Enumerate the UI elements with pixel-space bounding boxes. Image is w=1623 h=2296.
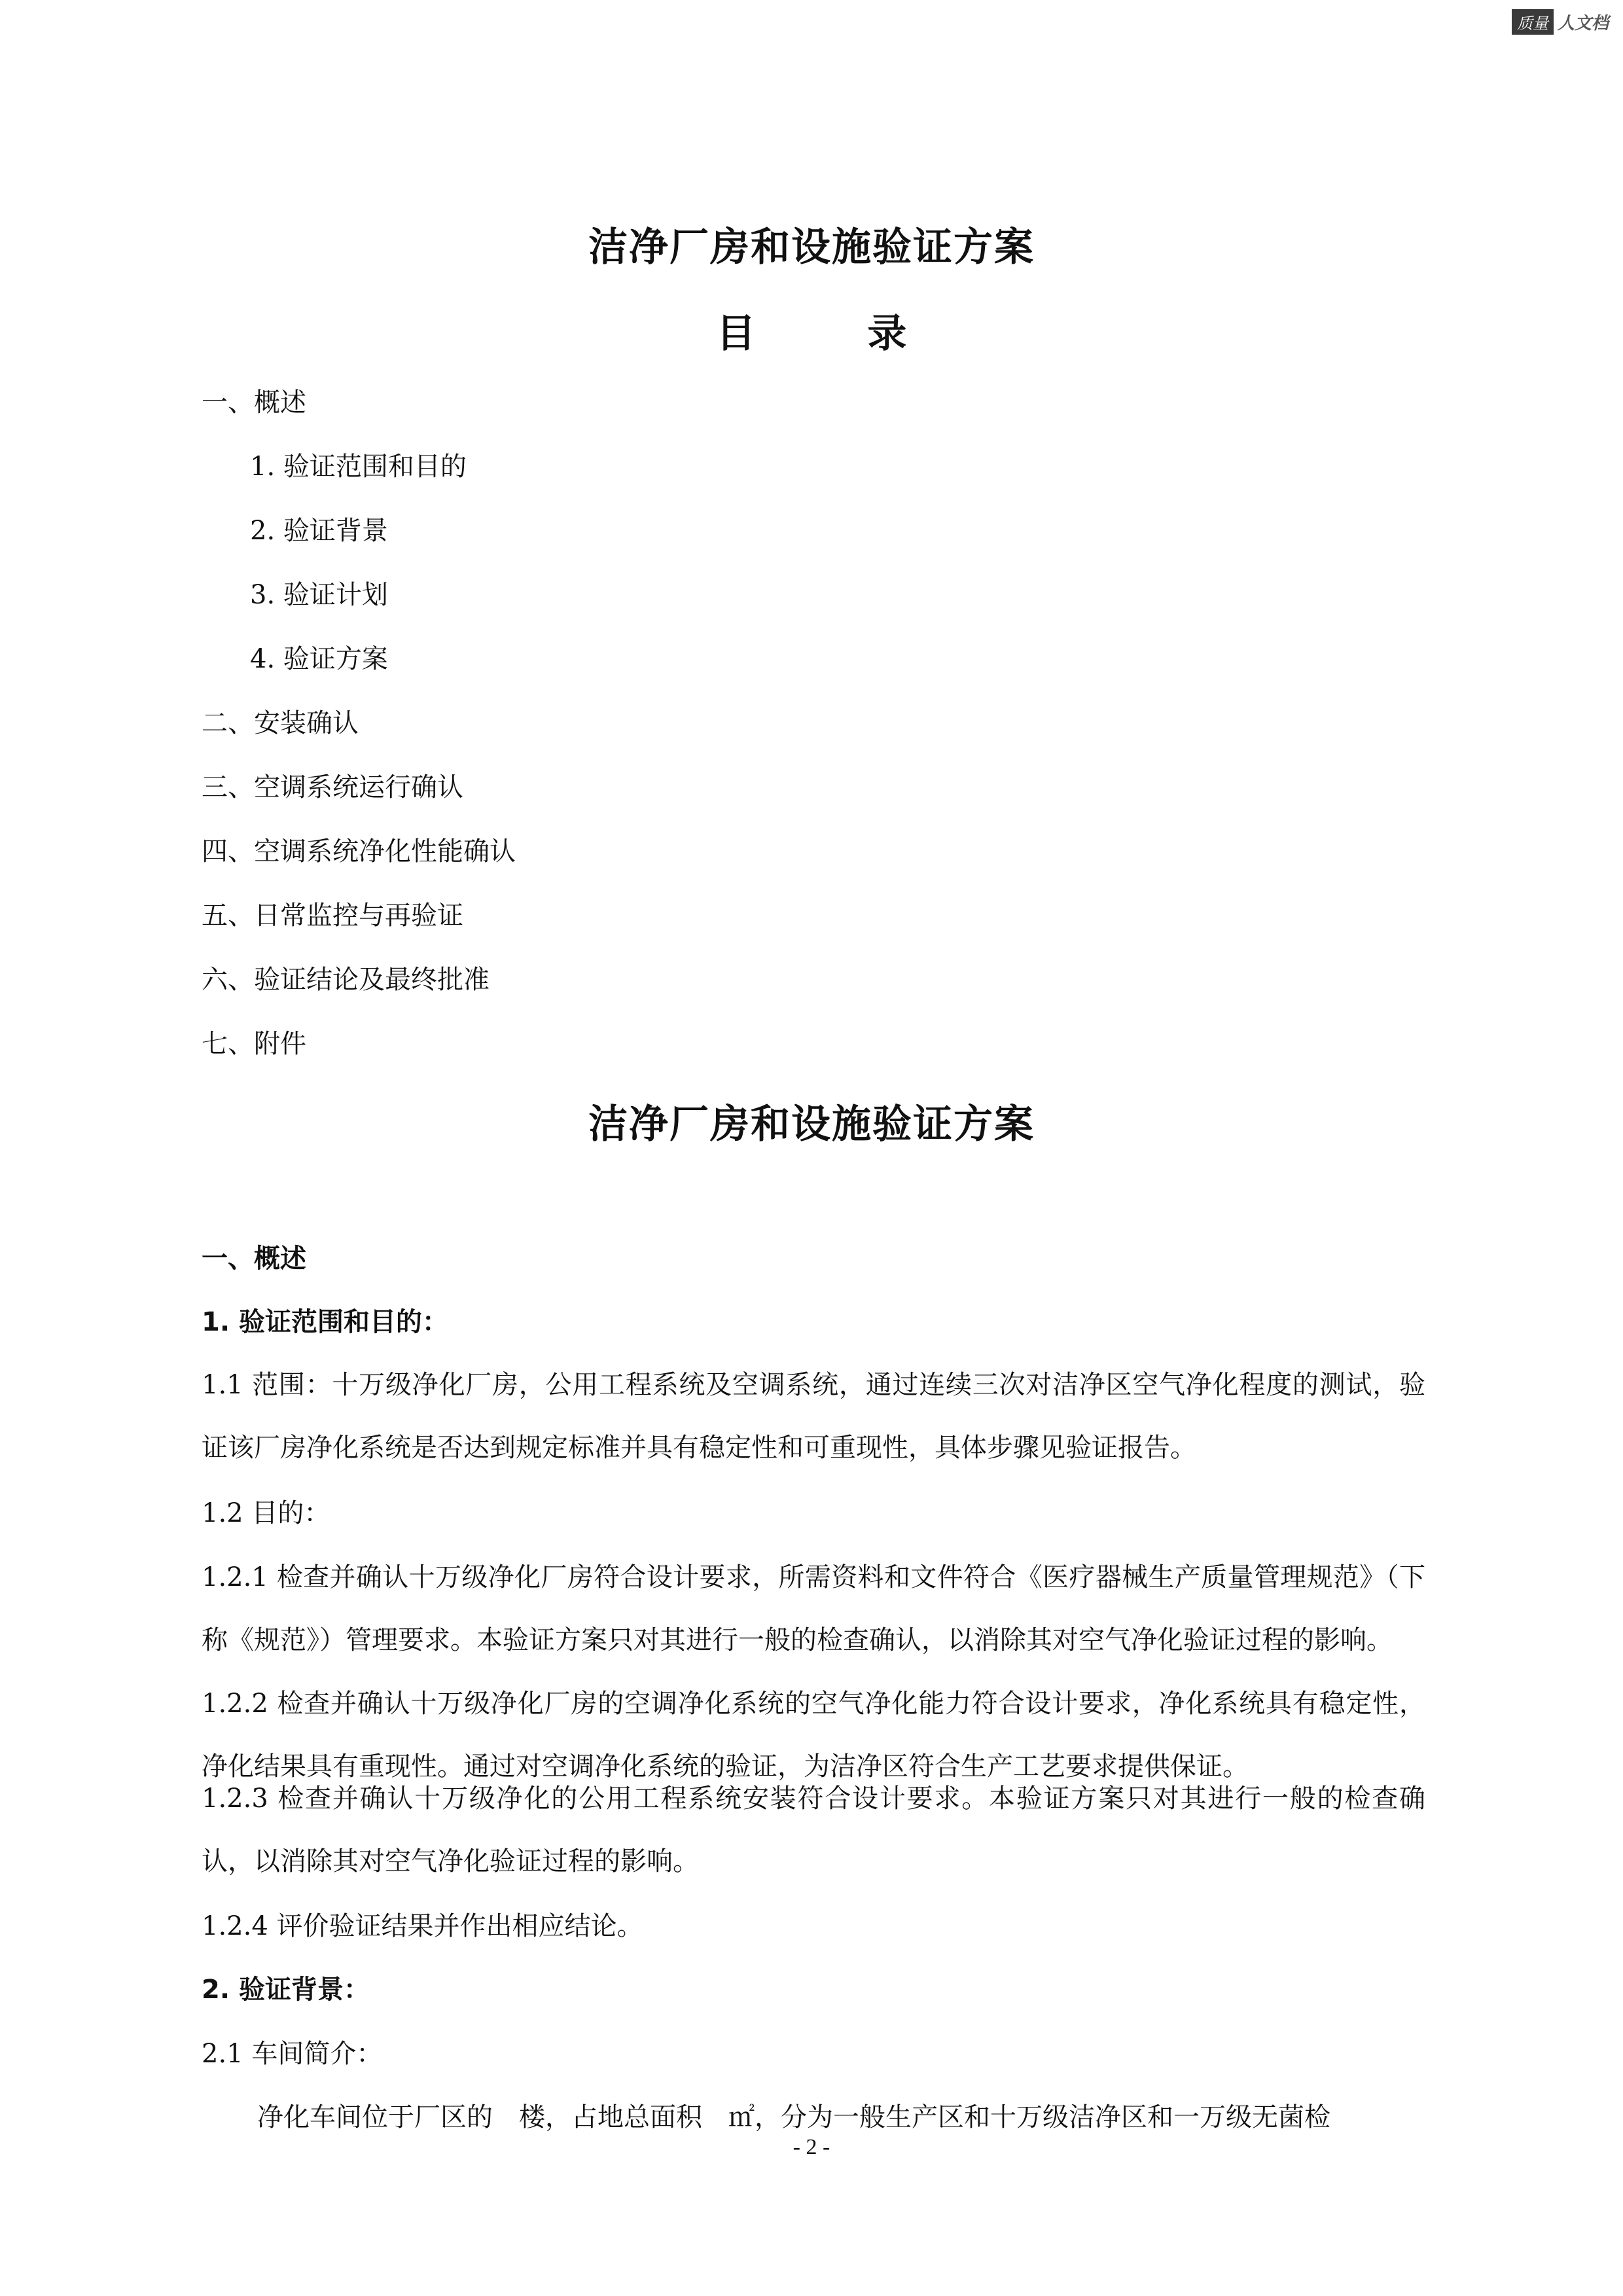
toc-item: 4. 验证方案 bbox=[250, 644, 388, 674]
paragraph-1-2-3: 1.2.3 检查并确认十万级净化的公用工程系统安装符合设计要求。本验证方案只对其进行一般的检查确认，以消除其对空气净化验证过程的影响。 bbox=[202, 1784, 1425, 1876]
toc-item: 三、空调系统运行确认 bbox=[202, 772, 463, 802]
section-heading: 一、概述 bbox=[202, 1244, 306, 1274]
watermark-logo bbox=[1512, 9, 1609, 35]
toc-heading: 目 录 bbox=[716, 311, 907, 357]
toc-item: 二、安装确认 bbox=[202, 708, 359, 738]
toc-item: 2. 验证背景 bbox=[250, 516, 388, 546]
watermark-text: 人文档 bbox=[1557, 14, 1609, 33]
toc-item: 一、概述 bbox=[202, 387, 306, 418]
paragraph-1-1: 1.1 范围：十万级净化厂房，公用工程系统及空调系统，通过连续三次对洁净区空气净化程度的测试，验证该厂房净化系统是否达到规定标准并具有稳定性和可重现性，具体步骤见验证报告。 bbox=[202, 1370, 1425, 1463]
subsection-heading: 1. 验证范围和目的： bbox=[202, 1307, 448, 1337]
subsection-heading: 2. 验证背景： bbox=[202, 1975, 370, 2005]
paragraph-2-1-text: 净化车间位于厂区的 楼，占地总面积 ㎡，分为一般生产区和十万级洁净区和一万级无菌检 bbox=[257, 2102, 1330, 2132]
paragraph-1-2-2: 1.2.2 检查并确认十万级净化厂房的空调净化系统的空气净化能力符合设计要求，净化系统具有稳定性，净化结果具有重现性。通过对空调净化系统的验证，为洁净区符合生产工艺要求提供保证。 bbox=[202, 1689, 1425, 1782]
paragraph-1-2: 1.2 目的： bbox=[202, 1498, 330, 1528]
toc-item: 1. 验证范围和目的 bbox=[250, 452, 467, 482]
document-title: 洁净厂房和设施验证方案 bbox=[588, 224, 1035, 270]
body-title: 洁净厂房和设施验证方案 bbox=[588, 1102, 1035, 1147]
page-number: - 2 - bbox=[793, 2135, 830, 2159]
paragraph-1-2-4: 1.2.4 评价验证结果并作出相应结论。 bbox=[202, 1911, 643, 1941]
toc-item: 六、验证结论及最终批准 bbox=[202, 965, 490, 995]
toc-item: 七、附件 bbox=[202, 1029, 306, 1059]
paragraph-1-2-1: 1.2.1 检查并确认十万级净化厂房符合设计要求，所需资料和文件符合《医疗器械生产质量管理规范》（下称《规范》）管理要求。本验证方案只对其进行一般的检查确认，以消除其对空气净化验证过程的影响。 bbox=[202, 1562, 1425, 1655]
toc-item: 四、空调系统净化性能确认 bbox=[202, 836, 516, 867]
toc-item: 3. 验证计划 bbox=[250, 580, 388, 610]
watermark-box: 质量 bbox=[1512, 9, 1554, 35]
toc-item: 五、日常监控与再验证 bbox=[202, 901, 463, 931]
paragraph-2-1: 2.1 车间简介： bbox=[202, 2039, 383, 2069]
